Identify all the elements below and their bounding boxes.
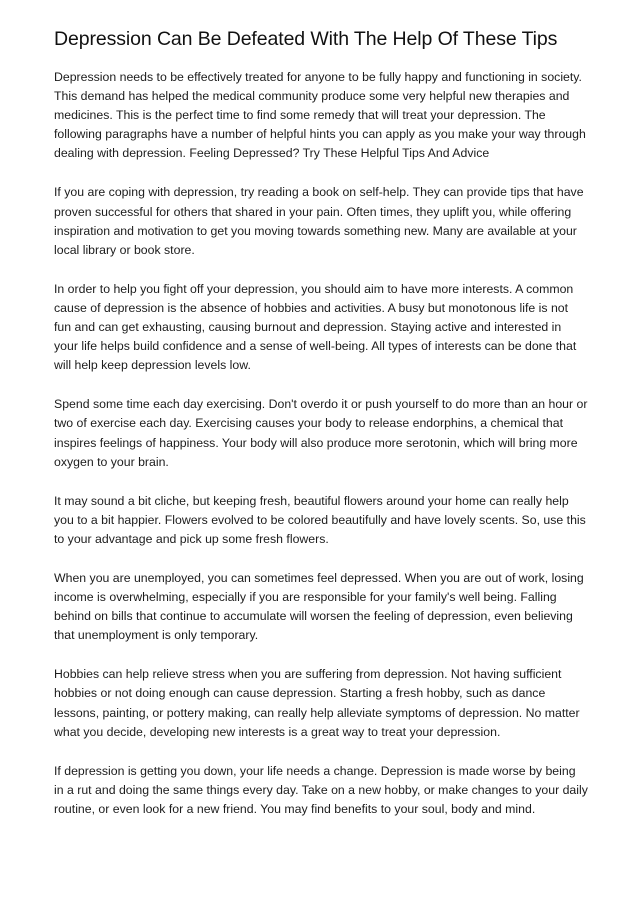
paragraph-flowers: It may sound a bit cliche, but keeping fresh, beautiful flowers around your home can really help you to a bit happier. Flowers evolved to be colored beautifully and have lovely scents. So, use this to your advantage and pick up some fresh flowers. xyxy=(54,493,586,546)
paragraph-intro: Depression needs to be effectively treated for anyone to be fully happy and functioning in society. This demand has helped the medical community produce some very helpful new therapies and medicines. This is the perfect time to find some remedy that will treat your depression. The following paragraphs have a number of helpful hints you can apply as you make your way through dealing with depression. Feeling Depressed? Try These Helpful Tips And Advice xyxy=(54,70,586,161)
page-title: Depression Can Be Defeated With The Help Of These Tips xyxy=(54,28,558,50)
paragraph-unemployment: When you are unemployed, you can sometimes feel depressed. When you are out of work, losing income is overwhelming, especially if you are responsible for your family's well being. Falling behind on bills that continue to accumulate will worsen the feeling of depression, even believing that unemployment is only temporary. xyxy=(54,570,584,643)
paragraph-self-help-books: If you are coping with depression, try reading a book on self-help. They can provide tips that have proven successful for others that shared in your pain. Often times, they uplift you, while offering inspiration and motivation to get you moving towards something new. Many are available at your local library or book store. xyxy=(54,185,584,257)
paragraph-hobbies: Hobbies can help relieve stress when you are suffering from depression. Not having sufficient hobbies or not doing enough can cause depression. Starting a fresh hobby, such as dance lessons, painting, or pottery making, can really help alleviate symptoms of depression. No matter what you decide, developing new interests is a great way to treat your depression. xyxy=(54,667,580,739)
paragraph-exercise: Spend some time each day exercising. Don't overdo it or push yourself to do more than an hour or two of exercise each day. Exercising causes your body to release endorphins, a chemical that inspires feelings of happiness. Your body will also produce more serotonin, which will bring more oxygen to your brain. xyxy=(54,397,588,469)
paragraph-interests: In order to help you fight off your depression, you should aim to have more interests. A common cause of depression is the absence of hobbies and activities. A busy but monotonous life is not fun and can get exhausting, causing burnout and depression. Staying active and interested in your life helps build confidence and a sense of well-being. All types of interests can be done that will help keep depression levels low. xyxy=(54,281,577,373)
paragraph-change: If depression is getting you down, your life needs a change. Depression is made worse by being in a rut and doing the same things every day. Take on a new hobby, or make changes to your daily routine, or even look for a new friend. You may find benefits to your soul, body and mind. xyxy=(54,763,588,816)
